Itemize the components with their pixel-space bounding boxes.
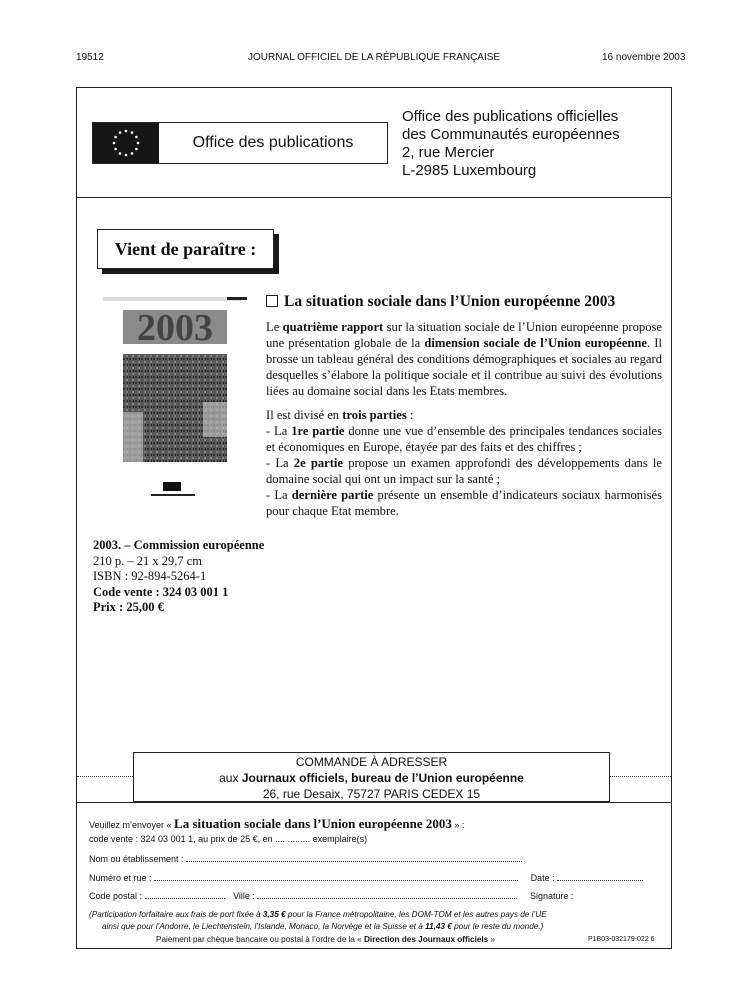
postal-label: Code postal : <box>89 891 143 901</box>
part-3: - La dernière partie présente un ensemble d’indicateurs sociaux harmonisés pour chaque Etat membre. <box>266 488 662 518</box>
order-request: Veuillez m’envoyer « La situation sociale dans l’Union européenne 2003 » : <box>89 816 465 831</box>
name-field[interactable] <box>186 853 522 862</box>
dotted-cut-line-right <box>610 776 671 777</box>
issue-date: 16 novembre 2003 <box>602 52 686 63</box>
city-field[interactable] <box>257 890 517 899</box>
journal-title: JOURNAL OFFICIEL DE LA RÉPUBLIQUE FRANÇAISE <box>248 52 501 63</box>
office-label: Office des publications <box>192 134 354 151</box>
divider-order <box>76 802 672 803</box>
name-label: Nom ou établissement : <box>89 854 184 864</box>
street-row[interactable] <box>89 872 663 883</box>
name-row[interactable] <box>89 853 663 864</box>
address-line: des Communautés européennes <box>402 126 620 143</box>
date-field[interactable] <box>557 872 643 881</box>
signature-label: Signature : <box>529 891 574 901</box>
street-label: Numéro et rue : <box>89 873 152 883</box>
part-1: - La 1re partie donne une vue d’ensemble des principales tendances sociales et économiques en Europe, étayée par des faits et des chiffres ; <box>266 424 663 454</box>
cover-year: 2003 <box>137 307 213 349</box>
page-number: 19512 <box>76 52 104 63</box>
order-recipient: aux Journaux officiels, bureau de l’Union européenne <box>219 771 524 785</box>
address-line: Office des publications officielles <box>402 108 619 125</box>
sales-code: Code vente : 324 03 001 1 <box>93 584 229 599</box>
order-heading: COMMANDE À ADRESSER <box>295 755 448 769</box>
city-label: Ville : <box>233 891 255 901</box>
order-checkbox-icon <box>266 295 278 307</box>
city-row[interactable] <box>89 890 663 901</box>
book-title: La situation sociale dans l’Union européenne 2003 <box>266 293 615 311</box>
announcement-heading: Vient de paraître : <box>97 229 274 269</box>
address-line: 2, rue Mercier <box>402 144 495 161</box>
page-format: 210 p. – 21 x 29,7 cm <box>93 553 203 568</box>
dotted-cut-line-left <box>77 776 133 777</box>
order-code-line: code vente : 324 03 001 1, au prix de 25 €, en .... ......... exemplaire(s) <box>89 834 368 844</box>
parts-lead: Il est divisé en trois parties : <box>266 408 414 422</box>
book-description: Le quatrième rapport sur la situation sociale de l’Union européenne propose une présentation globale de la dimension sociale de l’Union européenne. Il brosse un tableau général des conditions démographiques et sociales au regard desquelles s’élabore la politique sociale et il contribue au suivi des évolutions liées au domaine social dans les Etats membres. <box>266 320 662 398</box>
divider-publisher <box>76 197 672 198</box>
payment-note: Paiement par chèque bancaire ou postal à l’ordre de la « Direction des Journaux officiels » <box>156 935 496 944</box>
reference-number: P1B03-032179-022 6 <box>588 936 655 943</box>
postal-field[interactable] <box>145 890 225 899</box>
part-2: - La 2e partie propose un examen approfondi des développements dans le domaine social qui ont un impact sur la santé ; <box>266 456 662 486</box>
eu-flag-icon <box>93 123 159 163</box>
publisher-line: 2003. – Commission européenne <box>93 538 265 552</box>
book-parts <box>266 407 662 519</box>
shipping-note-line-1: (Participation forfaitaire aux frais de port fixée à 3,35 € pour la France métropolitaine, les DOM-TOM et les autres pays de l’UE <box>89 910 547 919</box>
street-field[interactable] <box>154 872 518 881</box>
date-label: Date : <box>530 873 555 883</box>
book-cover-image <box>93 292 251 502</box>
order-address: 26, rue Desaix, 75727 PARIS CEDEX 15 <box>262 787 481 801</box>
order-address-box <box>133 752 610 802</box>
book-details <box>93 538 264 616</box>
isbn: ISBN : 92-894-5264-1 <box>93 569 207 583</box>
address-line: L-2985 Luxembourg <box>402 162 537 179</box>
shipping-note-line-2: ainsi que pour l’Andorre, le Liechtenstein, l’Islande, Monaco, la Norvège et la Suisse et à 11,43 € pour le reste du monde.) <box>102 922 544 931</box>
price: Prix : 25,00 € <box>93 600 164 614</box>
publisher-address <box>402 108 620 180</box>
